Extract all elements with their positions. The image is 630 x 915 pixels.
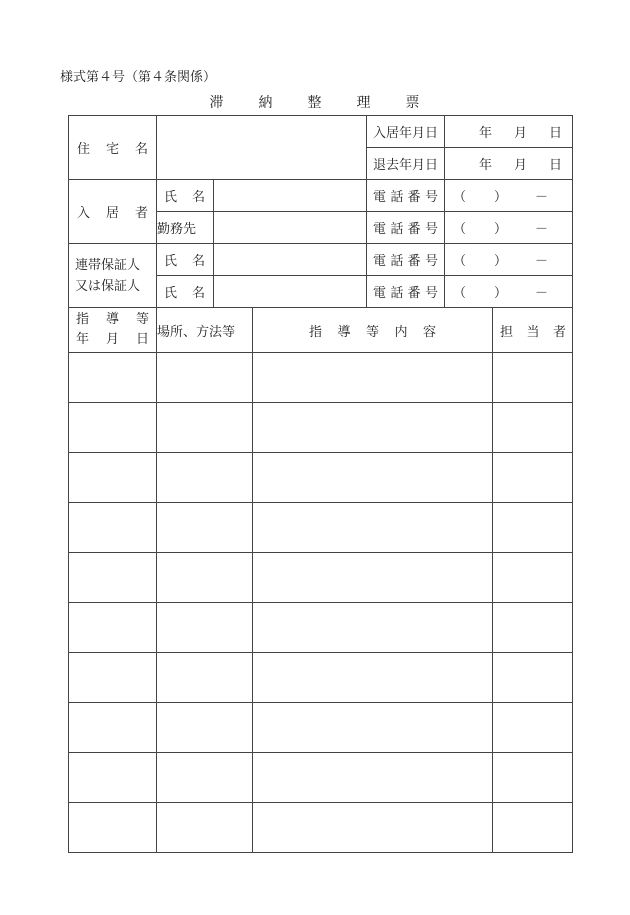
log-date-cell[interactable] xyxy=(69,553,157,603)
workplace-field[interactable] xyxy=(214,212,367,244)
log-row xyxy=(69,603,573,653)
title-char: 票 xyxy=(405,95,421,111)
move-out-date-label: 退去年月日 xyxy=(367,148,445,180)
log-method-cell[interactable] xyxy=(157,803,253,853)
log-method-cell[interactable] xyxy=(157,703,253,753)
log-staff-cell[interactable] xyxy=(493,803,573,853)
phone-label: 電 話 番 号 xyxy=(367,276,445,308)
log-row xyxy=(69,703,573,753)
log-content-cell[interactable] xyxy=(253,353,493,403)
log-date-cell[interactable] xyxy=(69,503,157,553)
resident-label: 入 居 者 xyxy=(69,180,157,244)
log-date-cell[interactable] xyxy=(69,603,157,653)
title-char: 滞 xyxy=(209,95,225,111)
log-row xyxy=(69,753,573,803)
guarantor-label: 連帯保証人 又は保証人 xyxy=(69,244,157,308)
log-row xyxy=(69,403,573,453)
staff-header: 担 当 者 xyxy=(493,308,573,353)
log-method-cell[interactable] xyxy=(157,403,253,453)
log-row xyxy=(69,803,573,853)
log-method-cell[interactable] xyxy=(157,753,253,803)
form-number: 様式第４号（第４条関係） xyxy=(60,70,217,85)
log-row xyxy=(69,653,573,703)
log-row xyxy=(69,353,573,403)
house-name-field[interactable] xyxy=(157,116,367,180)
move-out-date-field[interactable]: 年 月 日 xyxy=(445,148,573,180)
log-staff-cell[interactable] xyxy=(493,753,573,803)
guidance-date-header: 指 導 等 年 月 日 xyxy=(69,308,157,353)
workplace-label: 勤務先 xyxy=(157,212,214,244)
log-method-cell[interactable] xyxy=(157,603,253,653)
log-staff-cell[interactable] xyxy=(493,603,573,653)
title-char: 納 xyxy=(258,95,274,111)
log-method-cell[interactable] xyxy=(157,653,253,703)
log-date-cell[interactable] xyxy=(69,403,157,453)
log-staff-cell[interactable] xyxy=(493,403,573,453)
guarantor-phone-field[interactable]: （ ） － xyxy=(445,276,573,308)
form-title xyxy=(0,92,630,112)
log-staff-cell[interactable] xyxy=(493,453,573,503)
log-row xyxy=(69,453,573,503)
log-content-cell[interactable] xyxy=(253,603,493,653)
move-in-date-field[interactable]: 年 月 日 xyxy=(445,116,573,148)
log-method-cell[interactable] xyxy=(157,503,253,553)
phone-label: 電 話 番 号 xyxy=(367,180,445,212)
guarantor-phone-field[interactable]: （ ） － xyxy=(445,244,573,276)
guarantor-name-label: 氏 名 xyxy=(157,244,214,276)
log-date-cell[interactable] xyxy=(69,653,157,703)
move-in-date-label: 入居年月日 xyxy=(367,116,445,148)
log-date-cell[interactable] xyxy=(69,803,157,853)
resident-name-field[interactable] xyxy=(214,180,367,212)
log-content-cell[interactable] xyxy=(253,753,493,803)
log-staff-cell[interactable] xyxy=(493,353,573,403)
log-staff-cell[interactable] xyxy=(493,553,573,603)
guarantor-name-field[interactable] xyxy=(214,244,367,276)
log-content-cell[interactable] xyxy=(253,653,493,703)
log-staff-cell[interactable] xyxy=(493,703,573,753)
log-method-cell[interactable] xyxy=(157,353,253,403)
resident-name-label: 氏 名 xyxy=(157,180,214,212)
log-content-cell[interactable] xyxy=(253,503,493,553)
log-method-cell[interactable] xyxy=(157,453,253,503)
log-row xyxy=(69,553,573,603)
phone-label: 電 話 番 号 xyxy=(367,212,445,244)
log-content-cell[interactable] xyxy=(253,803,493,853)
workplace-phone-field[interactable]: （ ） － xyxy=(445,212,573,244)
log-date-cell[interactable] xyxy=(69,703,157,753)
house-name-label: 住 宅 名 xyxy=(69,116,157,180)
log-date-cell[interactable] xyxy=(69,353,157,403)
arrears-record-table xyxy=(68,115,573,853)
resident-phone-field[interactable]: （ ） － xyxy=(445,180,573,212)
log-staff-cell[interactable] xyxy=(493,503,573,553)
guarantor-name-label: 氏 名 xyxy=(157,276,214,308)
log-row xyxy=(69,503,573,553)
log-content-cell[interactable] xyxy=(253,453,493,503)
log-content-cell[interactable] xyxy=(253,553,493,603)
log-content-cell[interactable] xyxy=(253,403,493,453)
phone-label: 電 話 番 号 xyxy=(367,244,445,276)
place-method-header: 場所、方法等 xyxy=(157,308,253,353)
log-staff-cell[interactable] xyxy=(493,653,573,703)
title-char: 理 xyxy=(356,95,372,111)
title-char: 整 xyxy=(307,95,323,111)
log-date-cell[interactable] xyxy=(69,453,157,503)
log-method-cell[interactable] xyxy=(157,553,253,603)
log-date-cell[interactable] xyxy=(69,753,157,803)
guarantor-name-field[interactable] xyxy=(214,276,367,308)
guidance-content-header: 指 導 等 内 容 xyxy=(253,308,493,353)
log-content-cell[interactable] xyxy=(253,703,493,753)
